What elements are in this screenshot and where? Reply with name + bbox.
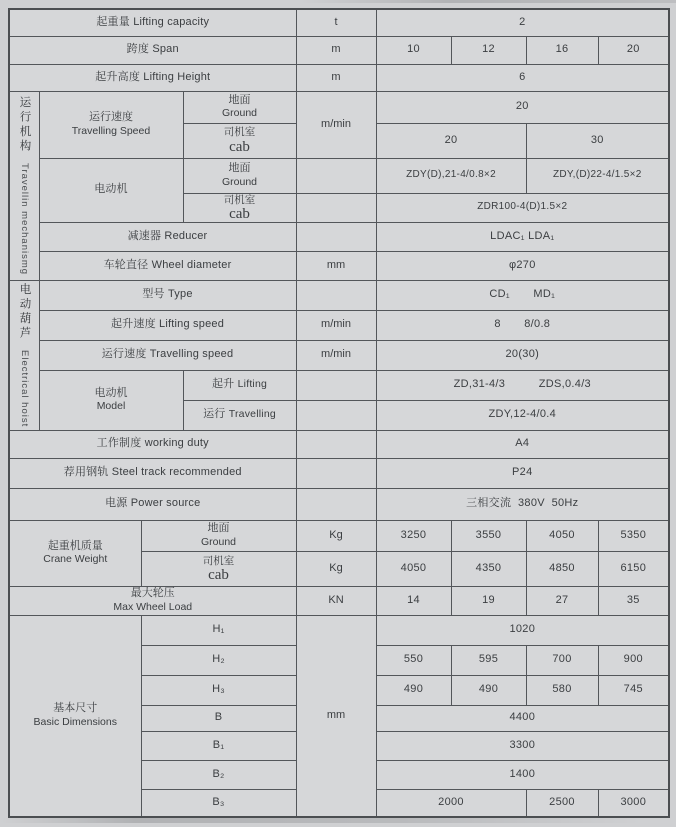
row-working-duty xyxy=(9,430,669,458)
travel-speed-cab-value-a: 20 xyxy=(376,123,526,158)
basic-dimensions-label: 基本尺寸 Basic Dimensions xyxy=(9,615,141,817)
row-lifting-height xyxy=(9,64,669,91)
hoist-motor-lifting-sublabel: 起升 Lifting xyxy=(183,370,296,400)
section-travelling-label-en: Travellin mechanismg xyxy=(19,163,31,276)
lifting-height-unit: m xyxy=(296,64,376,91)
row-travel-motor-ground xyxy=(9,158,669,193)
dim-h2-label: H₂ xyxy=(141,645,296,675)
dim-b-value: 4400 xyxy=(376,705,669,731)
hoist-travelling-speed-unit: m/min xyxy=(296,340,376,370)
hoist-motor-travelling-sublabel: 运行 Travelling xyxy=(183,400,296,430)
wheel-diameter-unit: mm xyxy=(296,251,376,280)
crane-weight-cab-16m: 4850 xyxy=(526,551,598,586)
span-label: 跨度 Span xyxy=(9,36,296,64)
dim-b3-value-a: 2000 xyxy=(376,789,526,817)
dim-b1-value: 3300 xyxy=(376,731,669,760)
section-hoist-label-en: Electrical hoist xyxy=(19,350,31,428)
max-wheel-load-20m: 35 xyxy=(598,586,669,615)
crane-weight-label: 起重机质量 Crane Weight xyxy=(9,520,141,586)
power-source-label: 电源 Power source xyxy=(9,488,296,520)
crane-weight-ground-sublabel: 地面 Ground xyxy=(141,520,296,551)
row-steel-track xyxy=(9,458,669,488)
crane-weight-cab-10m: 4050 xyxy=(376,551,451,586)
row-travel-speed-ground xyxy=(9,91,669,123)
hoist-type-value: CD₁ MD₁ xyxy=(376,280,669,310)
max-wheel-load-label: 最大轮压 Max Wheel Load xyxy=(9,586,296,615)
steel-track-label: 荐用钢轨 Steel track recommended xyxy=(9,458,296,488)
hoist-travelling-speed-value: 20(30) xyxy=(376,340,669,370)
travel-speed-ground-sublabel: 地面 Ground xyxy=(183,91,296,123)
dim-h3-label: H₃ xyxy=(141,675,296,705)
dim-b2-value: 1400 xyxy=(376,760,669,789)
lifting-height-value: 6 xyxy=(376,64,669,91)
max-wheel-load-10m: 14 xyxy=(376,586,451,615)
span-unit: m xyxy=(296,36,376,64)
reducer-value: LDAC₁ LDA₁ xyxy=(376,222,669,251)
travel-motor-cab-sublabel: 司机室 cab xyxy=(183,193,296,222)
steel-track-unit-empty xyxy=(296,458,376,488)
span-value-12m: 12 xyxy=(451,36,526,64)
dimensions-unit: mm xyxy=(296,615,376,817)
dim-h3-10m: 490 xyxy=(376,675,451,705)
max-wheel-load-12m: 19 xyxy=(451,586,526,615)
hoist-type-label: 型号 Type xyxy=(39,280,296,310)
hoist-motor-travelling-unit-empty xyxy=(296,400,376,430)
row-hoist-lifting-speed xyxy=(9,310,669,340)
lifting-capacity-label: 起重量 Lifting capacity xyxy=(9,9,296,36)
crane-weight-ground-10m: 3250 xyxy=(376,520,451,551)
wheel-diameter-label: 车轮直径 Wheel diameter xyxy=(39,251,296,280)
travel-speed-label: 运行速度 Travelling Speed xyxy=(39,91,183,158)
row-lifting-capacity xyxy=(9,9,669,36)
max-wheel-load-16m: 27 xyxy=(526,586,598,615)
row-hoist-type xyxy=(9,280,669,310)
travel-motor-cab-unit-empty xyxy=(296,193,376,222)
power-source-value: 三相交流 380V 50Hz xyxy=(376,488,669,520)
max-wheel-load-unit: KN xyxy=(296,586,376,615)
row-dim-h1 xyxy=(9,615,669,645)
wheel-diameter-value: φ270 xyxy=(376,251,669,280)
section-travelling-mechanism xyxy=(9,91,39,280)
dim-h2-10m: 550 xyxy=(376,645,451,675)
dim-h2-16m: 700 xyxy=(526,645,598,675)
crane-weight-ground-12m: 3550 xyxy=(451,520,526,551)
crane-weight-cab-12m: 4350 xyxy=(451,551,526,586)
crane-weight-ground-20m: 5350 xyxy=(598,520,669,551)
row-crane-weight-ground xyxy=(9,520,669,551)
reducer-label: 减速器 Reducer xyxy=(39,222,296,251)
section-hoist-label-cn: 电动葫芦 xyxy=(18,283,31,341)
row-reducer xyxy=(9,222,669,251)
dim-h3-20m: 745 xyxy=(598,675,669,705)
travel-speed-unit: m/min xyxy=(296,91,376,158)
crane-spec-table xyxy=(8,8,670,818)
lifting-capacity-unit: t xyxy=(296,9,376,36)
row-span xyxy=(9,36,669,64)
span-value-10m: 10 xyxy=(376,36,451,64)
travel-speed-cab-sublabel: 司机室 cab xyxy=(183,123,296,158)
dim-b2-label: B₂ xyxy=(141,760,296,789)
travel-motor-cab-value: ZDR100-4(D)1.5×2 xyxy=(376,193,669,222)
spec-sheet xyxy=(8,8,670,818)
span-value-16m: 16 xyxy=(526,36,598,64)
hoist-motor-label: 电动机 Model xyxy=(39,370,183,430)
row-power-source xyxy=(9,488,669,520)
dim-h3-12m: 490 xyxy=(451,675,526,705)
hoist-travelling-speed-label: 运行速度 Travelling speed xyxy=(39,340,296,370)
crane-weight-ground-unit: Kg xyxy=(296,520,376,551)
lifting-capacity-value: 2 xyxy=(376,9,669,36)
hoist-lifting-speed-unit: m/min xyxy=(296,310,376,340)
scan-artifact-top xyxy=(300,0,676,3)
dim-b3-label: B₃ xyxy=(141,789,296,817)
hoist-motor-lifting-unit-empty xyxy=(296,370,376,400)
crane-weight-cab-20m: 6150 xyxy=(598,551,669,586)
crane-weight-ground-16m: 4050 xyxy=(526,520,598,551)
travel-motor-ground-value-a: ZDY(D),21-4/0.8×2 xyxy=(376,158,526,193)
travel-motor-ground-value-b: ZDY,(D)22-4/1.5×2 xyxy=(526,158,669,193)
dim-b-label: B xyxy=(141,705,296,731)
hoist-lifting-speed-value: 8 8/0.8 xyxy=(376,310,669,340)
dim-h3-16m: 580 xyxy=(526,675,598,705)
reducer-unit-empty xyxy=(296,222,376,251)
row-hoist-motor-lifting xyxy=(9,370,669,400)
dim-b1-label: B₁ xyxy=(141,731,296,760)
dim-b3-value-b: 2500 xyxy=(526,789,598,817)
dim-h1-value: 1020 xyxy=(376,615,669,645)
section-electrical-hoist xyxy=(9,280,39,430)
dim-h2-20m: 900 xyxy=(598,645,669,675)
travel-speed-cab-value-b: 30 xyxy=(526,123,669,158)
dim-h2-12m: 595 xyxy=(451,645,526,675)
hoist-motor-travelling-value: ZDY,12-4/0.4 xyxy=(376,400,669,430)
hoist-type-unit-empty xyxy=(296,280,376,310)
dim-b3-value-c: 3000 xyxy=(598,789,669,817)
lifting-height-label: 起升高度 Lifting Height xyxy=(9,64,296,91)
section-travelling-label-cn: 运行机构 xyxy=(18,96,31,155)
working-duty-unit-empty xyxy=(296,430,376,458)
row-max-wheel-load xyxy=(9,586,669,615)
travel-speed-ground-value: 20 xyxy=(376,91,669,123)
hoist-motor-lifting-value: ZD,31-4/3 ZDS,0.4/3 xyxy=(376,370,669,400)
scan-artifact-bottom xyxy=(0,818,676,823)
travel-motor-ground-unit-empty xyxy=(296,158,376,193)
steel-track-value: P24 xyxy=(376,458,669,488)
dim-h1-label: H₁ xyxy=(141,615,296,645)
travel-motor-label: 电动机 xyxy=(39,158,183,222)
travel-motor-ground-sublabel: 地面 Ground xyxy=(183,158,296,193)
row-hoist-travelling-speed xyxy=(9,340,669,370)
power-source-unit-empty xyxy=(296,488,376,520)
crane-weight-cab-unit: Kg xyxy=(296,551,376,586)
crane-weight-cab-sublabel: 司机室 cab xyxy=(141,551,296,586)
working-duty-label: 工作制度 working duty xyxy=(9,430,296,458)
hoist-lifting-speed-label: 起升速度 Lifting speed xyxy=(39,310,296,340)
row-wheel-diameter xyxy=(9,251,669,280)
working-duty-value: A4 xyxy=(376,430,669,458)
span-value-20m: 20 xyxy=(598,36,669,64)
